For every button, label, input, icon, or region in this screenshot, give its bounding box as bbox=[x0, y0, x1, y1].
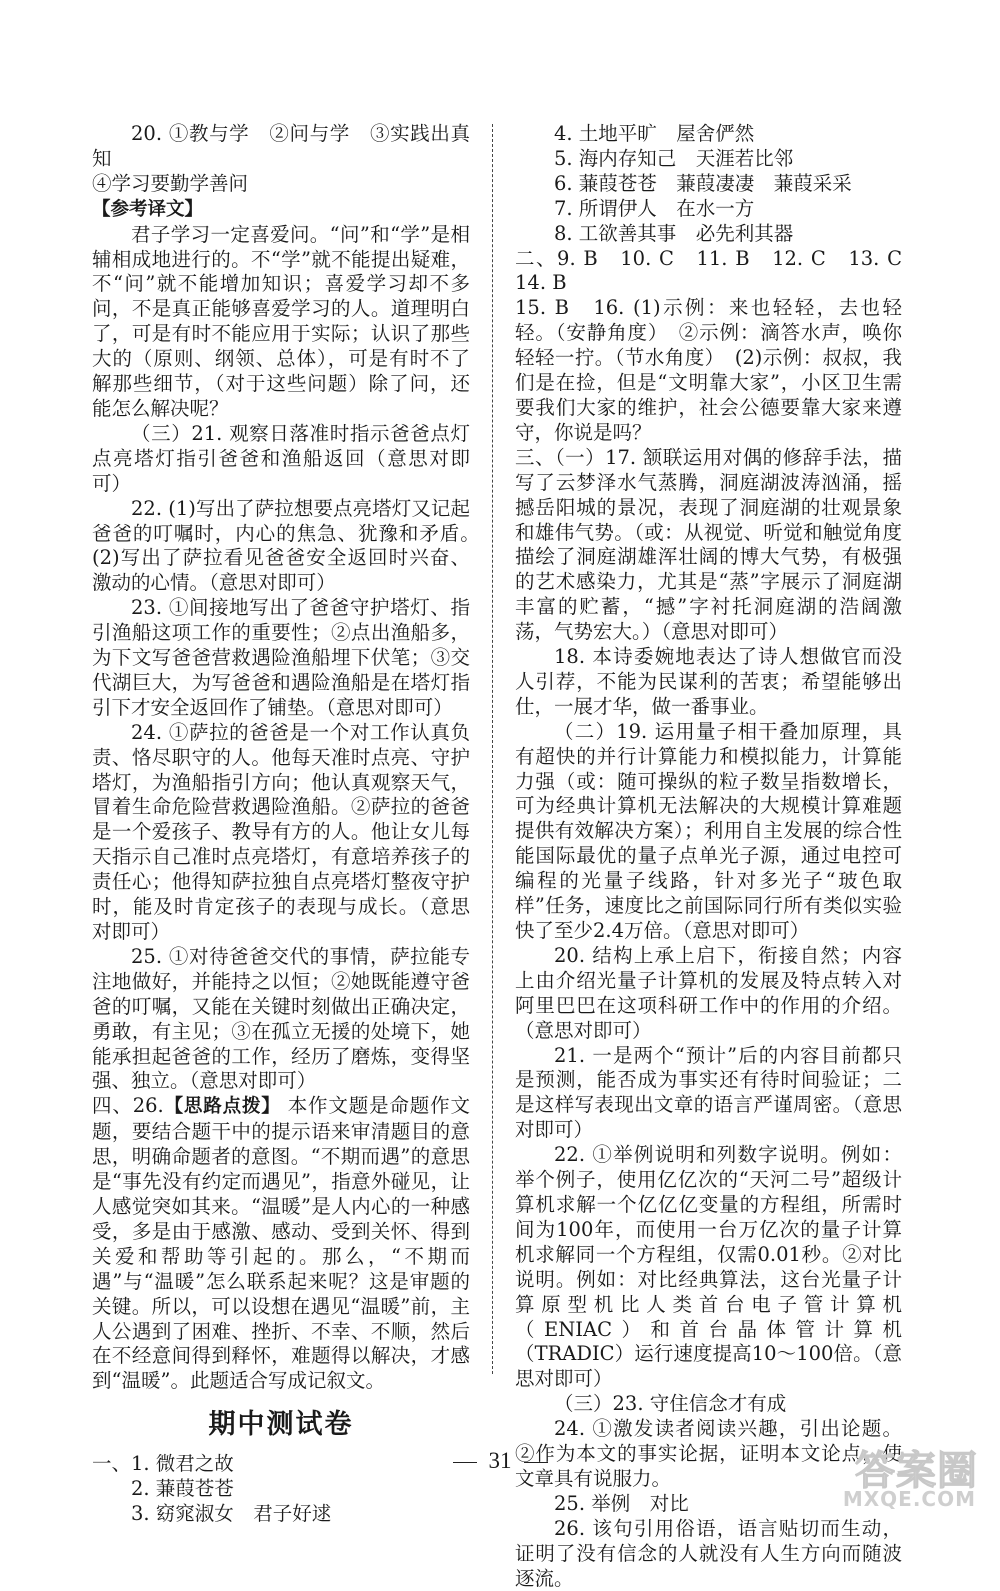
midterm-answer-17: 三、（一）17. 颔联运用对偶的修辞手法，描写了云梦泽水气蒸腾，洞庭湖波涛汹涌，摇撼岳阳城的景况，表现了洞庭湖的壮观景象和雄伟气势。（或：从视觉、听觉和触觉角度描绘了洞庭湖雄浑壮阔的博大气势，有极强的艺术感染力，尤其是“蒸”字展示了洞庭湖丰富的贮蓄，“撼”字衬托洞庭湖的浩阔激荡，气势宏大。）（意思对即可） bbox=[515, 445, 902, 644]
midterm-answer-26: 26. 该句引用俗语，语言贴切而生动，证明了没有信念的人就没有人生方向而随波逐流。 bbox=[515, 1516, 902, 1590]
midterm-answer-25: 25. 举例 对比 bbox=[554, 1491, 689, 1515]
midterm-answer-22: 22. ①举例说明和列数字说明。例如：举个例子，使用亿亿次的“天河二号”超级计算机求解一个亿亿亿变量的方程组，所需时间为100年，而使用一台万亿次的量子计算机求解同一个方程组，仅需0.01秒。②对比说明。例如：对比经典算法，这台光量子计算原型机比人类首台电子管计算机（ENIAC）和首台晶体管计算机（TRADIC）运行速度提高10～100倍。（意思对即可） bbox=[515, 1143, 902, 1391]
answer-23: 23. ①间接地写出了爸爸守护塔灯、指引渔船这项工作的重要性；②点出渔船多，为下文写爸爸营救遇险渔船埋下伏笔；③交代湖巨大，为写爸爸和遇险渔船是在塔灯指引下才安全返回作了铺垫。（意思对即可） bbox=[92, 596, 470, 719]
midterm-answer-15-16: 15. B 16. (1)示例：来也轻轻，去也轻轻。（安静角度） ②示例：滴答水声，唤你轻轻一拧。（节水角度） (2)示例：叔叔，我们是在捡，但是“文明靠大家”，小区卫生需要我们大家的维护，社会公德要靠大家来遵守，你说是吗？ bbox=[515, 296, 902, 444]
midterm-answer-18: 18. 本诗委婉地表达了诗人想做官而没人引荐，不能为民谋利的苦衷；希望能够出仕，一展才华，做一番事业。 bbox=[515, 645, 902, 718]
reference-tag: 【参考译文】 bbox=[92, 198, 204, 220]
thinking-tip-tag: 【思路点拨】 bbox=[163, 1096, 281, 1118]
midterm-answer-4: 4. 土地平旷 屋舍俨然 bbox=[554, 122, 755, 145]
midterm-answer-21: 21. 一是两个“预计”后的内容目前都只是预测，能否成为事实还有待时间验证；二是这样写表现出文章的语言严谨周密。（意思对即可） bbox=[515, 1043, 902, 1142]
midterm-answer-19: （二）19. 运用量子相干叠加原理，具有超快的并行计算能力和模拟能力，计算能力强（或：随可操纵的粒子数呈指数增长，可为经典计算机无法解决的大规模计算难题提供有效解决方案）；利用自主发展的综合性能国际最优的量子点单光子源，通过电控可编程的光量子线路，针对多光子“玻色取样”任务，速度比之前国际同行所有类似实验快了至少2.4万倍。（意思对即可） bbox=[515, 719, 902, 942]
watermark-url: MXQE.COM bbox=[842, 1487, 976, 1511]
column-divider bbox=[492, 124, 493, 1374]
watermark-logo-text: 答案圈 bbox=[855, 1448, 978, 1494]
midterm-answer-3: 3. 窈窕淑女 君子好逑 bbox=[131, 1502, 332, 1526]
answer-20-line1: 20. ①教与学 ②问与学 ③实践出真知 bbox=[92, 122, 470, 170]
midterm-answer-1: 一、1. 微君之故 bbox=[92, 1452, 234, 1476]
watermark-logo bbox=[812, 1439, 982, 1511]
midterm-answer-24: 24. ①激发读者阅读兴趣，引出论题。②作为本文的事实论据，证明本文论点，使文章具有说服力。 bbox=[515, 1417, 902, 1490]
answer-22: 22. (1)写出了萨拉想要点亮塔灯又记起爸爸的叮嘱时，内心的焦急、犹豫和矛盾。 (2)写出了萨拉看见爸爸安全返回时兴奋、激动的心情。（意思对即可） bbox=[92, 496, 490, 595]
midterm-answer-9-14: 二、9. B 10. C 11. B 12. C 13. C 14. B bbox=[515, 246, 922, 295]
page-number-dash-right bbox=[524, 1462, 548, 1463]
reference-translation-tag bbox=[92, 197, 470, 223]
page-number-value: 31 bbox=[488, 1448, 512, 1473]
answer-21: （三）21. 观察日落准时指示爸爸点灯 点亮塔灯指引爸爸和渔船返回（意思对即可） bbox=[92, 421, 490, 495]
answer-26-text: 本作文题是命题作文题，要结合题干中的提示语来审清题目的意思，明确命题者的意图。“不期而遇”的意思是“事先没有约定而遇见”，指意外碰见，让人感觉突如其来。“温暖”是人内心的一种感受，多是由于感激、感动、受到关怀、得到关爱和帮助等引起的。那么，“不期而遇”与“温暖”怎么联系起来呢？这是审题的关键。所以，可以设想在遇见“温暖”前，主人公遇到了困难、挫折、不幸、不顺，然后在不经意间得到释怀，难题得以解决，才感到“温暖”。此题适合写成记叙文。 bbox=[92, 1094, 470, 1393]
answer-26 bbox=[92, 1094, 470, 1394]
midterm-answer-2: 2. 蒹葭苍苍 bbox=[131, 1477, 234, 1501]
midterm-answer-6: 6. 蒹葭苍苍 蒹葭凄凄 蒹葭采采 bbox=[554, 171, 852, 195]
reference-translation-text: 君子学习一定喜爱问。“问”和“学”是相辅相成地进行的。不“学”就不能提出疑难，不“问”就不能增加知识；喜爱学习却不多问，不是真正能够喜爱学习的人。道理明白了，可是有时不能应用于实际；认识了那些大的（原则、纲领、总体），可是有时不了解那些细节，（对于这些问题）除了问，还能怎么解决呢？ bbox=[92, 222, 470, 420]
answer-26-prefix: 四、26. bbox=[92, 1094, 164, 1118]
answer-20-line2: ④学习要勤学善问 bbox=[92, 171, 249, 195]
answer-25: 25. ①对待爸爸交代的事情，萨拉能专注地做好，并能持之以恒；②她既能遵守爸爸的叮嘱，又能在关键时刻做出正确决定，勇敢，有主见；③在孤立无援的处境下，她能承担起爸爸的工作，经历了磨炼，变得坚强、独立。（意思对即可） bbox=[92, 944, 470, 1093]
midterm-answer-5: 5. 海内存知己 天涯若比邻 bbox=[554, 146, 794, 170]
midterm-answer-7: 7. 所谓伊人 在水一方 bbox=[554, 196, 755, 220]
midterm-answer-8: 8. 工欲善其事 必先利其器 bbox=[554, 221, 794, 245]
midterm-answer-23: （三）23. 守住信念才有成 bbox=[554, 1392, 787, 1416]
answer-24: 24. ①萨拉的爸爸是一个对工作认真负责、恪尽职守的人。他每天准时点亮、守护塔灯，为渔船指引方向；他认真观察天气，冒着生命危险营救遇险渔船。②萨拉的爸爸是一个爱孩子、教导有方的人。他让女儿每天指示自己准时点亮塔灯，有意培养孩子的责任心；他得知萨拉独自点亮塔灯整夜守护时，能及时肯定孩子的表现与成长。（意思对即可） bbox=[92, 720, 470, 943]
section-title: 期中测试卷 bbox=[208, 1409, 354, 1441]
page-number-dash-left bbox=[453, 1462, 477, 1463]
midterm-answer-20: 20. 结构上承上启下，衔接自然；内容上由介绍光量子计算机的发展及特点转入对阿里巴巴在这项科研工作中的作用的介绍。（意思对即可） bbox=[515, 943, 902, 1042]
left-column bbox=[92, 122, 490, 1527]
